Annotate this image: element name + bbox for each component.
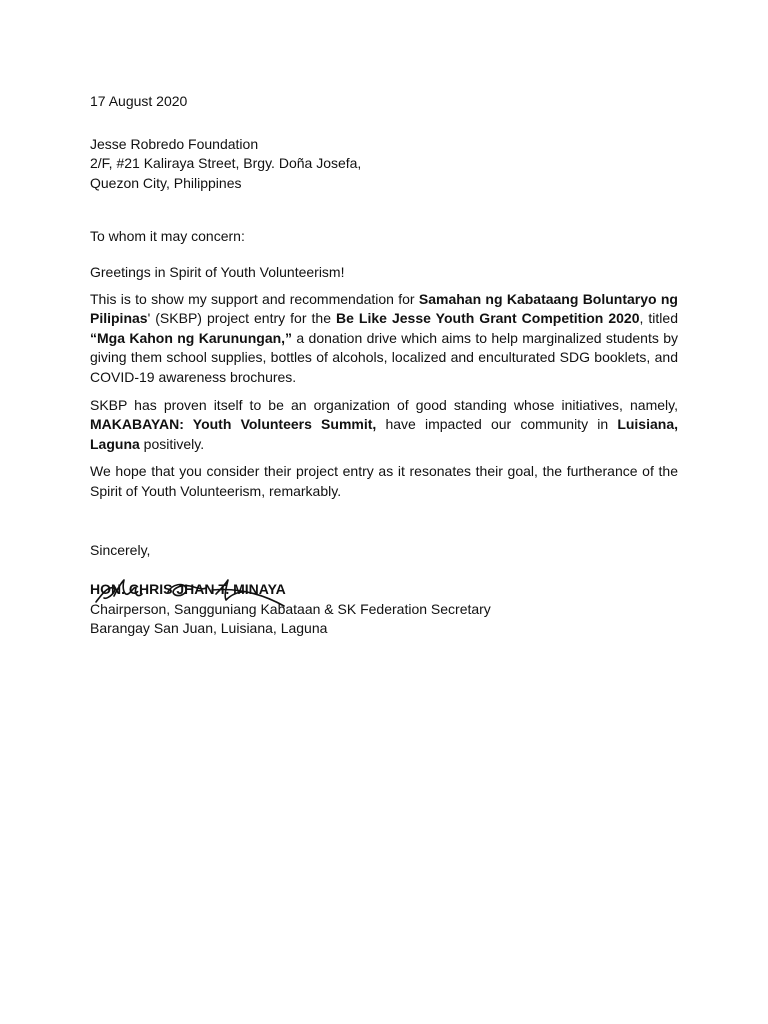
paragraph2-text-1: SKBP has proven itself to be an organization of good standing whose initiatives, namely, xyxy=(90,396,678,413)
recipient-address-line2: Quezon City, Philippines xyxy=(90,174,242,191)
recipient-address-line1: 2/F, #21 Kaliraya Street, Brgy. Doña Josefa, xyxy=(90,155,362,172)
signer-name: HON. CHRIS JHAN T. MINAYA xyxy=(90,581,286,598)
paragraph-hope: We hope that you consider their project entry as it resonates their goal, the furtherance of the Spirit of Youth Volunteerism, remarkably. xyxy=(90,463,678,499)
organization-name: Samahan ng Kabataang Boluntaryo ng Pilipinas xyxy=(90,290,678,327)
paragraph1-text-1: This is to show my support and recommendation for xyxy=(90,290,419,307)
paragraph2-text-3: positively. xyxy=(139,435,205,452)
paragraph1-text-2: ' (SKBP) project entry for the xyxy=(147,310,337,327)
recipient-address xyxy=(90,135,678,194)
paragraph-recommendation xyxy=(90,290,678,388)
paragraph1-text-4: a donation drive which aims to help marginalized students by giving them school supplies, bottles of alcohols, localized and enculturated SDG booklets, and COVID-19 awareness brochures. xyxy=(90,329,678,385)
community-place: Luisiana, Laguna xyxy=(90,416,678,452)
paragraph1-text-3: , titled xyxy=(639,310,678,327)
letter-date: 17 August 2020 xyxy=(90,93,188,109)
greeting: Greetings in Spirit of Youth Volunteerism! xyxy=(90,263,345,280)
letter-body xyxy=(90,92,678,639)
signer-title: Chairperson, Sangguniang Kabataan & SK Federation Secretary xyxy=(90,600,491,617)
salutation: To whom it may concern: xyxy=(90,228,245,245)
competition-name: Be Like Jesse Youth Grant Competition 2020 xyxy=(336,310,640,327)
paragraph-standing xyxy=(90,396,678,455)
signature-block xyxy=(90,580,678,639)
paragraph2-text-2: have impacted our community in xyxy=(376,416,618,433)
closing: Sincerely, xyxy=(90,541,151,558)
recipient-name: Jesse Robredo Foundation xyxy=(90,135,259,152)
initiative-name: MAKABAYAN: Youth Volunteers Summit, xyxy=(90,416,377,433)
project-title: “Mga Kahon ng Karunungan,” xyxy=(90,329,293,346)
signer-location: Barangay San Juan, Luisiana, Laguna xyxy=(90,620,328,637)
